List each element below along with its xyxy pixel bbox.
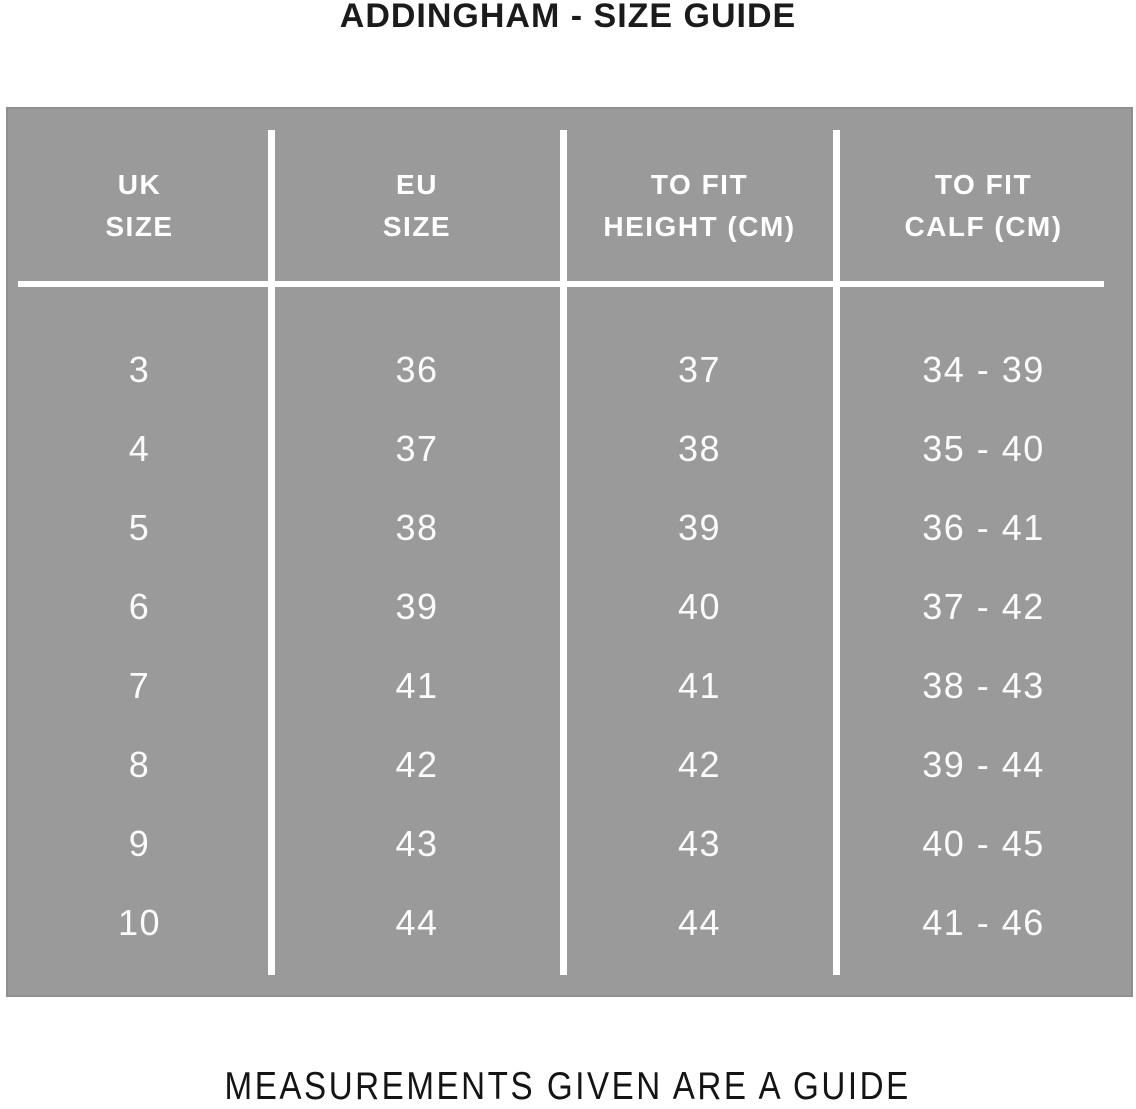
eu-size-cell: 43 (395, 822, 439, 864)
column-header-line: EU (396, 169, 438, 200)
column-header-uk-size (8, 109, 271, 283)
column-header-line: TO FIT (934, 169, 1033, 200)
fit-height-cell: 40 (677, 585, 722, 627)
footer-note (0, 1066, 1136, 1108)
table-row (8, 409, 1131, 488)
table-row (8, 883, 1131, 962)
page-title: ADDINGHAM - SIZE GUIDE (339, 0, 797, 35)
fit-height-cell: 44 (677, 901, 722, 943)
footer-note-text: MEASUREMENTS GIVEN ARE A GUIDE (224, 1065, 912, 1108)
fit-height-cell: 42 (677, 743, 722, 785)
table-row (8, 804, 1131, 883)
fit-calf-cell: 35 - 40 (922, 427, 1045, 469)
size-guide-panel (6, 107, 1133, 997)
fit-height-cell: 39 (677, 506, 722, 548)
eu-size-cell: 44 (395, 901, 439, 943)
eu-size-cell: 38 (395, 506, 439, 548)
fit-calf-cell: 36 - 41 (922, 506, 1045, 548)
eu-size-cell: 36 (395, 348, 439, 390)
column-header-line: CALF (CM) (904, 211, 1063, 242)
fit-height-cell: 43 (677, 822, 722, 864)
table-row (8, 330, 1131, 409)
fit-height-cell: 37 (677, 348, 722, 390)
uk-size-cell: 10 (117, 901, 162, 943)
eu-size-cell: 37 (395, 427, 439, 469)
fit-calf-cell: 39 - 44 (922, 743, 1045, 785)
table-row (8, 488, 1131, 567)
table-row (8, 725, 1131, 804)
column-header-line: TO FIT (650, 169, 749, 200)
table-row (8, 567, 1131, 646)
fit-calf-cell: 38 - 43 (922, 664, 1045, 706)
uk-size-cell: 9 (128, 822, 151, 864)
eu-size-cell: 42 (395, 743, 439, 785)
column-header-fit-calf (836, 109, 1131, 283)
eu-size-cell: 41 (395, 664, 439, 706)
table-body (8, 287, 1131, 962)
fit-calf-cell: 41 - 46 (922, 901, 1045, 943)
uk-size-cell: 5 (128, 506, 151, 548)
uk-size-cell: 7 (128, 664, 151, 706)
column-header-line: HEIGHT (CM) (603, 211, 796, 242)
fit-calf-cell: 34 - 39 (922, 348, 1045, 390)
fit-calf-cell: 40 - 45 (922, 822, 1045, 864)
uk-size-cell: 3 (128, 348, 151, 390)
eu-size-cell: 39 (395, 585, 439, 627)
column-header-fit-height (563, 109, 836, 283)
uk-size-cell: 8 (128, 743, 151, 785)
uk-size-cell: 6 (128, 585, 151, 627)
uk-size-cell: 4 (128, 427, 151, 469)
column-header-eu-size (271, 109, 563, 283)
table-row (8, 646, 1131, 725)
column-header-line: SIZE (382, 211, 452, 242)
column-header-line: UK (117, 169, 162, 200)
fit-height-cell: 38 (677, 427, 722, 469)
fit-calf-cell: 37 - 42 (922, 585, 1045, 627)
table-header-row (8, 109, 1131, 283)
column-header-line: SIZE (105, 211, 174, 242)
fit-height-cell: 41 (677, 664, 722, 706)
